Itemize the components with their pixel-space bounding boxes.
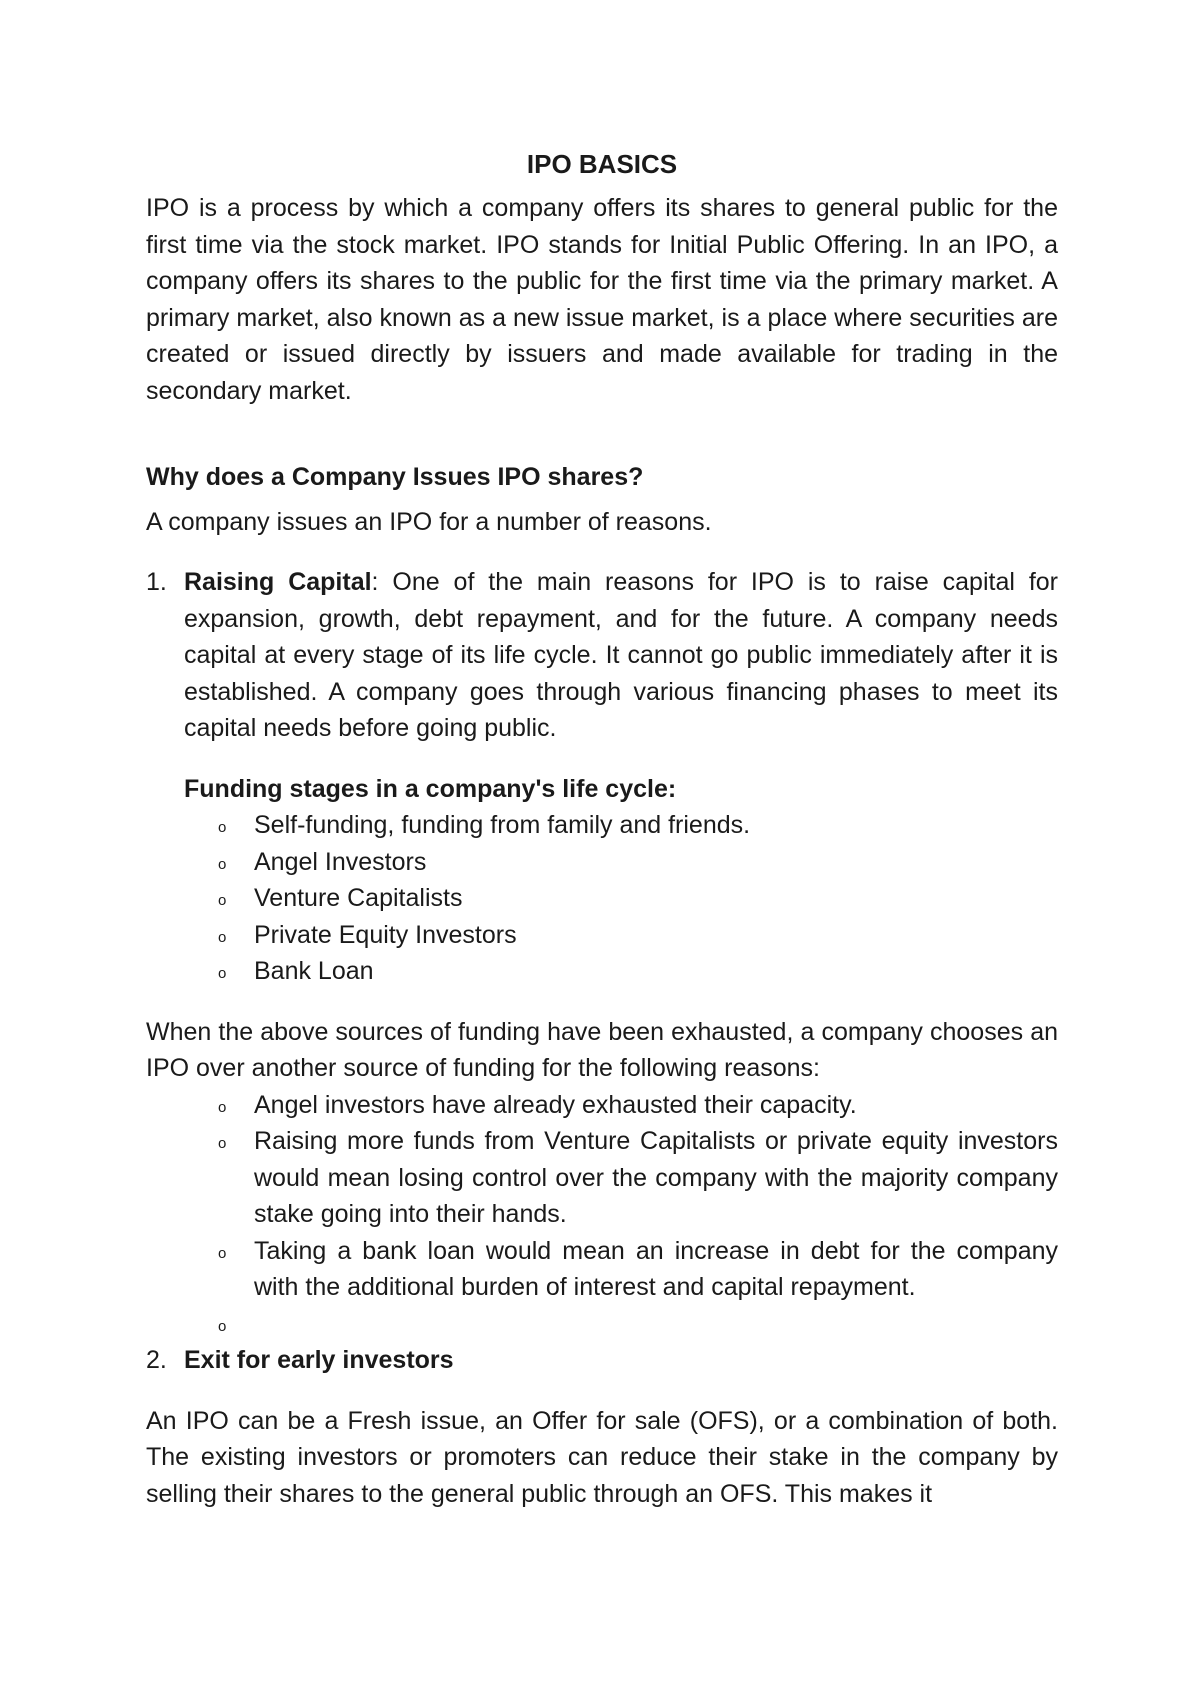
list-item: o Taking a bank loan would mean an increase in debt for the company with the additional burden of interest and capital repayment. xyxy=(218,1236,1058,1301)
bullet-icon: o xyxy=(218,928,227,946)
reason-item-raising-capital xyxy=(146,564,1058,747)
list-item: o Raising more funds from Venture Capitalists or private equity investors would mean losing control over the company with the majority company stake going into their hands. xyxy=(218,1127,1058,1228)
intro-paragraph: IPO is a process by which a company offers its shares to general public for the first time via the stock market. IPO stands for Initial Public Offering. In an IPO, a company offers its shares to the public for the first time via the primary market. A primary market, also known as a new issue market, is a place where securities are created or issued directly by issuers and made available for trading in the secondary market. xyxy=(146,194,1058,405)
final-paragraph: An IPO can be a Fresh issue, an Offer for sale (OFS), or a combination of both. The existing investors or promoters can reduce their stake in the company by selling their shares to the general public through an OFS. This makes it xyxy=(146,1406,1058,1508)
reason-item-exit-early-investors xyxy=(146,1342,1058,1379)
list-item xyxy=(218,1306,1058,1343)
document-title: IPO BASICS xyxy=(526,149,678,179)
bullet-icon: o xyxy=(218,855,227,873)
bullet-icon: o xyxy=(218,1135,227,1152)
list-item: o Bank Loan xyxy=(254,953,1058,990)
bullet-icon: o xyxy=(218,1244,227,1262)
list-item: o Angel Investors xyxy=(254,844,1058,881)
bullet-icon: o xyxy=(218,819,227,836)
list-item: o Angel investors have already exhausted their capacity. xyxy=(254,1087,1058,1124)
section-heading: Why does a Company Issues IPO shares? xyxy=(146,463,644,491)
ipo-reasons-list xyxy=(146,1087,1058,1343)
funding-stages-heading: Funding stages in a company's life cycle: xyxy=(184,774,677,803)
list-item: o Venture Capitalists xyxy=(254,880,1058,917)
reason-label: Raising Capital xyxy=(184,568,372,596)
bullet-icon: o xyxy=(218,1317,227,1335)
reason-number: 1. xyxy=(146,568,167,596)
reason-text: : One of the main reasons for IPO is to raise capital for expansion, growth, debt repayment, and for the future. A company needs capital at every stage of its life cycle. It cannot go public immediately after it is established. A company goes through various financing phases to meet its capital needs before going public. xyxy=(184,568,1058,742)
bullet-icon: o xyxy=(218,892,227,909)
exhausted-paragraph: When the above sources of funding have been exhausted, a company chooses an IPO over another source of funding for the following reasons: xyxy=(146,1017,1058,1082)
reason-label: Exit for early investors xyxy=(184,1346,454,1374)
section-intro: A company issues an IPO for a number of reasons. xyxy=(146,507,712,536)
funding-stages-list xyxy=(146,807,1058,990)
bullet-icon: o xyxy=(218,965,227,982)
list-item: o Self-funding, funding from family and friends. xyxy=(254,807,1058,844)
bullet-icon: o xyxy=(218,1098,227,1116)
list-item: o Private Equity Investors xyxy=(254,917,1058,954)
document-page xyxy=(146,146,1058,1537)
reason-number: 2. xyxy=(146,1346,167,1374)
